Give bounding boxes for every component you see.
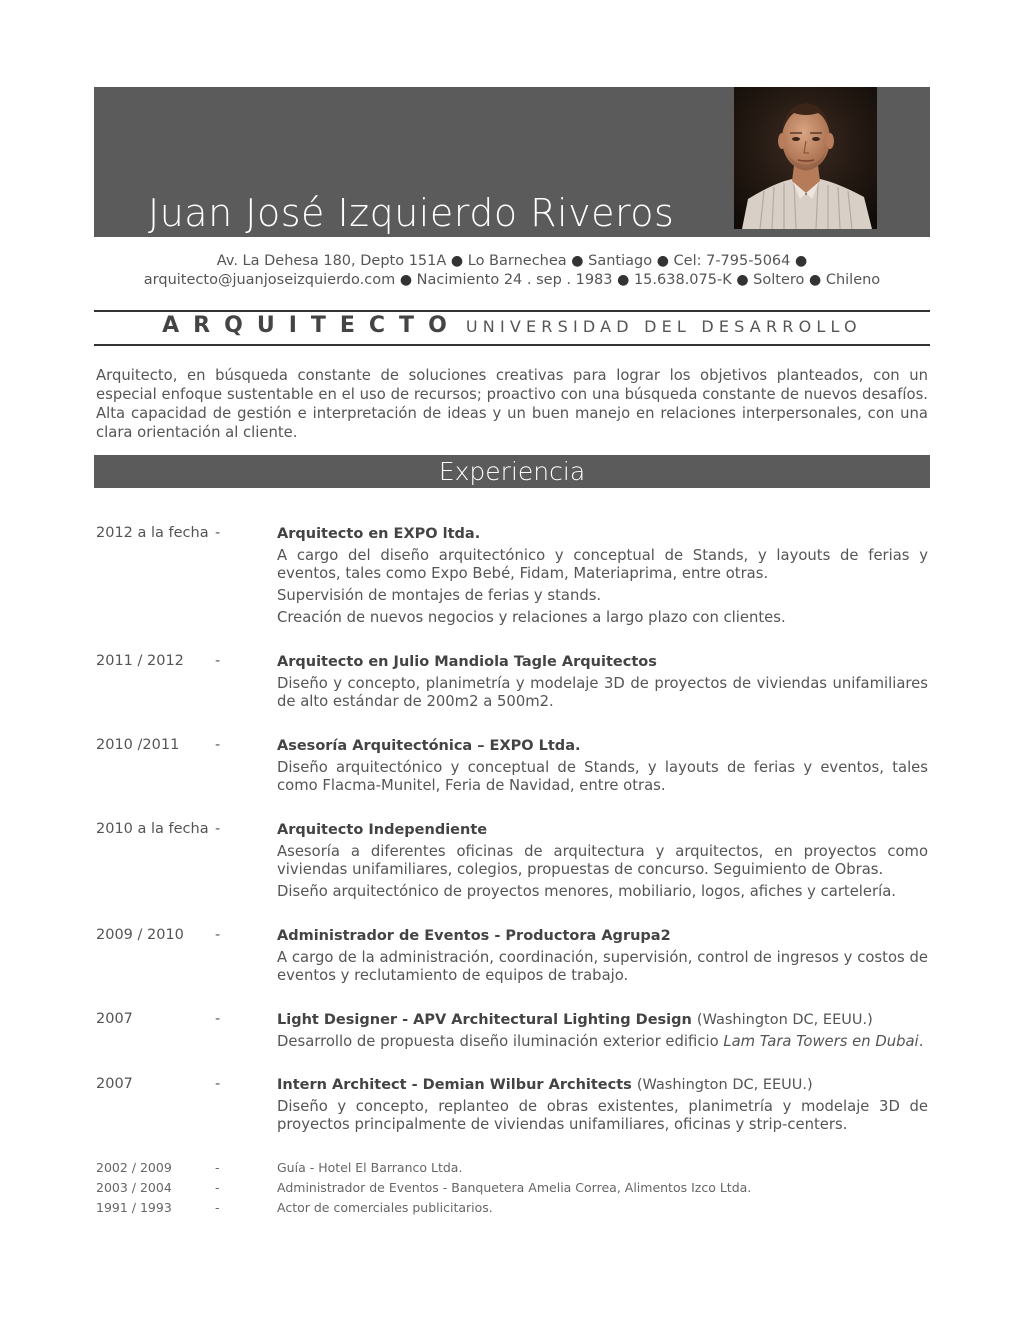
entry-dash: - [215, 525, 221, 541]
entry-dash: - [215, 1160, 220, 1175]
birth-date: Nacimiento 24 . sep . 1983 [416, 272, 613, 288]
experience-entry [96, 821, 928, 905]
entry-location: (Washington DC, EEUU.) [696, 1012, 873, 1028]
entry-text: Guía - Hotel El Barranco Ltda. [277, 1160, 463, 1175]
entry-description: Diseño y concepto, planimetría y modelaje 3D de proyectos de viviendas unifamiliares de alto estándar de 200m2 a 500m2. [277, 675, 928, 710]
profile-summary: Arquitecto, en búsqueda constante de soluciones creativas para lograr los objetivos planteados, con un especial enfoque sustentable en el uso de recursos; proactivo con una búsqueda constante de nuevos desafíos. Alta capacidad de gestión e interpretación de ideas y un buen manejo en relaciones interpersonales, con una clara orientación al cliente. [96, 367, 928, 441]
entry-dash: - [215, 653, 221, 669]
entry-date: 2007 [96, 1076, 133, 1092]
bullet-icon: ● [736, 272, 749, 288]
bullet-icon: ● [571, 253, 584, 269]
entry-role: Arquitecto Independiente [277, 822, 488, 838]
entry-description: Creación de nuevos negocios y relaciones a largo plazo con clientes. [277, 609, 786, 626]
contact-line-2 [94, 271, 930, 290]
marital-status: Soltero [753, 272, 805, 288]
desc-suffix: . [918, 1033, 924, 1050]
entry-text: Administrador de Eventos - Banquetera Amelia Correa, Alimentos Izco Ltda. [277, 1180, 752, 1195]
entry-dash: - [215, 1011, 221, 1027]
profession: ARQUITECTO [162, 313, 461, 338]
experience-entry [96, 653, 928, 715]
bullet-icon: ● [399, 272, 413, 288]
phone: Cel: 7-795-5064 [673, 253, 791, 269]
entry-date: 2011 / 2012 [96, 653, 184, 669]
experience-entry [96, 927, 928, 989]
entry-role: Arquitecto en EXPO ltda. [277, 526, 481, 542]
entry-role: Intern Architect - Demian Wilbur Architects [277, 1077, 632, 1093]
entry-dash: - [215, 737, 221, 753]
other-entry [96, 1160, 928, 1175]
bullet-icon: ● [656, 253, 669, 269]
entry-date: 2010 /2011 [96, 737, 180, 753]
rut: 15.638.075-K [633, 272, 732, 288]
entry-description: Diseño arquitectónico de proyectos menores, mobiliario, logos, afiches y cartelería. [277, 883, 896, 900]
desc-prefix: Desarrollo de propuesta diseño iluminación exterior edificio [277, 1033, 719, 1050]
city: Santiago [588, 253, 653, 269]
university: UNIVERSIDAD DEL DESARROLLO [465, 317, 862, 336]
other-entry [96, 1200, 928, 1215]
candidate-name: Juan José Izquierdo Riveros [148, 191, 675, 235]
header-band [94, 87, 930, 237]
bullet-icon: ● [617, 272, 630, 288]
entry-description [277, 1033, 928, 1051]
experience-entry [96, 525, 928, 631]
bullet-icon: ● [450, 253, 464, 269]
entry-dash: - [215, 1076, 221, 1092]
entry-date: 2003 / 2004 [96, 1180, 172, 1195]
entry-description: Asesoría a diferentes oficinas de arquitectura y arquitectos, en proyectos como viviendas unifamiliares, colegios, propuestas de concurso. Seguimiento de Obras. [277, 843, 928, 878]
bullet-icon: ● [794, 253, 808, 269]
title-divider-top [94, 310, 930, 312]
contact-info [94, 252, 930, 290]
experience-heading: Experiencia [94, 455, 930, 488]
experience-entry [96, 1076, 928, 1138]
entry-description: Supervisión de montajes de ferias y stands. [277, 587, 602, 604]
entry-location: (Washington DC, EEUU.) [636, 1077, 813, 1093]
experience-entry [96, 1011, 928, 1055]
entry-role: Light Designer - APV Architectural Lighting Design [277, 1012, 692, 1028]
entry-dash: - [215, 1180, 220, 1195]
entry-role: Administrador de Eventos - Productora Agrupa2 [277, 928, 671, 944]
entry-description: A cargo del diseño arquitectónico y conceptual de Stands, y layouts de ferias y eventos, tales como Expo Bebé, Fidam, Materiaprima, entre otras. [277, 547, 928, 582]
other-entry [96, 1180, 928, 1195]
entry-dash: - [215, 821, 221, 837]
entry-date: 2012 a la fecha [96, 525, 209, 541]
entry-date: 2007 [96, 1011, 133, 1027]
district: Lo Barnechea [467, 253, 567, 269]
title-divider-bottom [94, 344, 930, 346]
entry-description: Diseño arquitectónico y conceptual de Stands, y layouts de ferias y eventos, tales como Flacma-Munitel, Feria de Navidad, entre otras. [277, 759, 928, 794]
contact-line-1 [94, 252, 930, 271]
entry-role: Asesoría Arquitectónica – EXPO Ltda. [277, 738, 581, 754]
entry-description: Diseño y concepto, replanteo de obras existentes, planimetría y modelaje 3D de proyectos principalmente de viviendas unifamiliares, oficinas y strip-centers. [277, 1098, 928, 1133]
entry-date: 1991 / 1993 [96, 1200, 172, 1215]
experience-entry [96, 737, 928, 799]
entry-text: Actor de comerciales publicitarios. [277, 1200, 493, 1215]
entry-date: 2009 / 2010 [96, 927, 184, 943]
entry-dash: - [215, 1200, 220, 1215]
bullet-icon: ● [809, 272, 822, 288]
profile-photo [734, 87, 877, 229]
email-link[interactable]: arquitecto@juanjoseizquierdo.com [143, 272, 396, 288]
entry-role-line [277, 1076, 928, 1095]
entry-description: A cargo de la administración, coordinación, supervisión, control de ingresos y costos de eventos y reclutamiento de equipos de trabajo. [277, 949, 928, 984]
entry-date: 2010 a la fecha [96, 821, 209, 837]
entry-role: Arquitecto en Julio Mandiola Tagle Arquitectos [277, 654, 657, 670]
address: Av. La Dehesa 180, Depto 151A [216, 253, 447, 269]
desc-project-name: Lam Tara Towers en Dubai [723, 1033, 919, 1050]
entry-dash: - [215, 927, 221, 943]
nationality: Chileno [825, 272, 881, 288]
portrait-image [734, 87, 877, 229]
entry-date: 2002 / 2009 [96, 1160, 172, 1175]
entry-role-line [277, 1011, 928, 1030]
profession-title [94, 313, 930, 338]
